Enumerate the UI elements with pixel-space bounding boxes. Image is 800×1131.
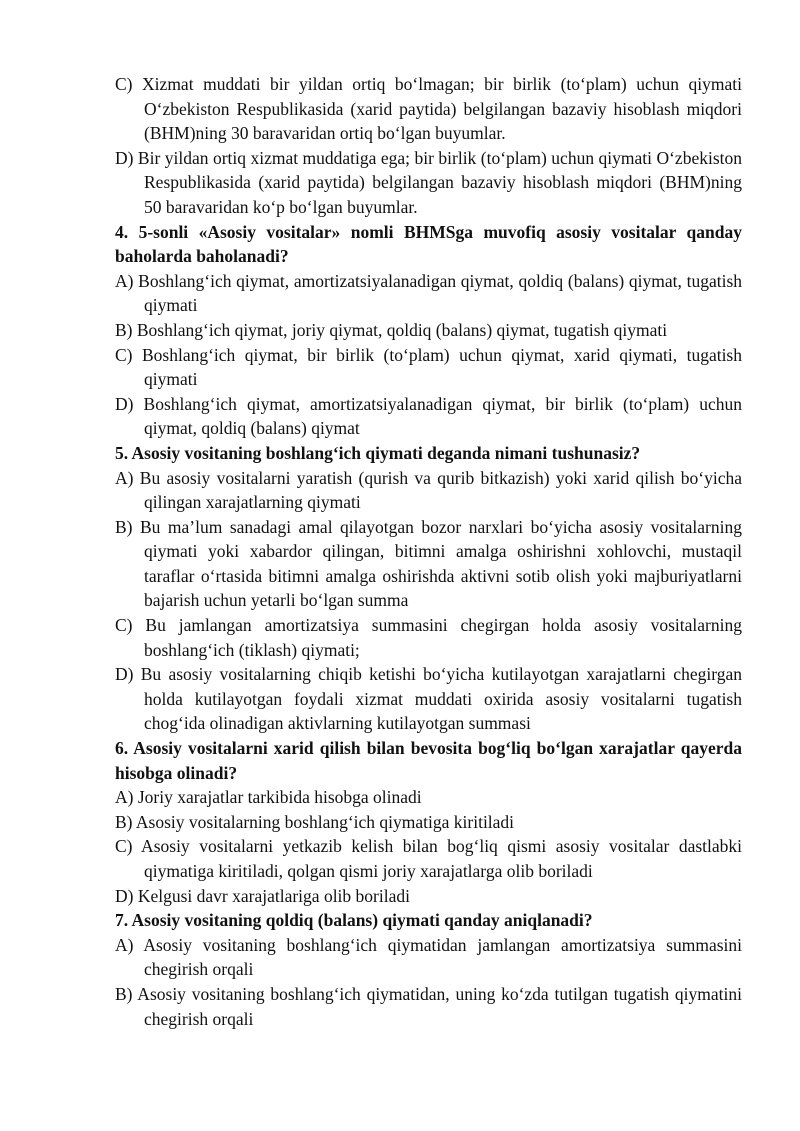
question-7: 7. Asosiy vositaning qoldiq (balans) qiymati qanday aniqlanadi?: [115, 910, 593, 931]
answer-option-6d: D) Kelgusi davr xarajatlariga olib boriladi: [115, 885, 410, 906]
answer-option-4b: B) Boshlang‘ich qiymat, joriy qiymat, qoldiq (balans) qiymat, tugatish qiymati: [115, 319, 668, 340]
answer-option-6b: B) Asosiy vositalarning boshlang‘ich qiymatiga kiritiladi: [115, 811, 515, 832]
question-4: 4. 5-sonli «Asosiy vositalar» nomli BHMSga muvofiq asosiy vositalar qanday baholarda baholanadi?: [115, 221, 742, 267]
answer-option-4d: D) Boshlang‘ich qiymat, amortizatsiyalanadigan qiymat, bir birlik (to‘plam) uchun qiymat, qoldiq (balans) qiymat: [115, 393, 742, 439]
answer-option-5d: D) Bu asosiy vositalarning chiqib ketishi bo‘yicha kutilayotgan xarajatlarni chegirgan holda kutilayotgan foydali xizmat muddati oxirida asosiy vositalarni tugatish chog‘ida olinadigan aktivlarning kutilayotgan summasi: [115, 664, 742, 734]
answer-option-3d: D) Bir yildan ortiq xizmat muddatiga ega; bir birlik (to‘plam) uchun qiymati O‘zbekiston Respublikasida (xarid paytida) belgilangan bazaviy hisoblash miqdori (BHM)ning 50 baravaridan ko‘p bo‘lgan buyumlar.: [115, 147, 742, 217]
answer-option-5c: C) Bu jamlangan amortizatsiya summasini chegirgan holda asosiy vositalarning boshlang‘ich (tiklash) qiymati;: [115, 615, 742, 660]
answer-option-3c: C) Xizmat muddati bir yildan ortiq bo‘lmagan; bir birlik (to‘plam) uchun qiymati O‘zbekiston Respublikasida (xarid paytida) belgilangan bazaviy hisoblash miqdori (BHM)ning 30 baravaridan ortiq bo‘lgan buyumlar.: [115, 74, 742, 144]
answer-option-6c: C) Asosiy vositalarni yetkazib kelish bilan bog‘liq qismi asosiy vositalar dastlabki qiymatiga kiritiladi, qolgan qismi joriy xarajatlarga olib boriladi: [115, 836, 742, 881]
question-6: 6. Asosiy vositalarni xarid qilish bilan bevosita bog‘liq bo‘lgan xarajatlar qayerda hisobga olinadi?: [115, 738, 742, 783]
answer-option-4c: C) Boshlang‘ich qiymat, bir birlik (to‘plam) uchun qiymat, xarid qiymati, tugatish qiymati: [115, 344, 742, 390]
answer-option-4a: A) Boshlang‘ich qiymat, amortizatsiyalanadigan qiymat, qoldiq (balans) qiymat, tugatish qiymati: [115, 270, 742, 316]
answer-option-7b: B) Asosiy vositaning boshlang‘ich qiymatidan, uning ko‘zda tutilgan tugatish qiymatini chegirish orqali: [115, 983, 742, 1029]
answer-option-5a: A) Bu asosiy vositalarni yaratish (qurish va qurib bitkazish) yoki xarid qilish bo‘yicha qilingan xarajatlarning qiymati: [115, 467, 742, 513]
question-5: 5. Asosiy vositaning boshlang‘ich qiymati deganda nimani tushunasiz?: [115, 442, 641, 463]
answer-option-7a: A) Asosiy vositaning boshlang‘ich qiymatidan jamlangan amortizatsiya summasini chegirish orqali: [115, 934, 742, 980]
answer-option-5b: B) Bu ma’lum sanadagi amal qilayotgan bozor narxlari bo‘yicha asosiy vositalarning qiymati yoki xabardor qilingan, bitimni amalga oshirishni xohlovchi, mustaqil taraflar o‘rtasida bitimni amalga oshirishda aktivni sotib olish yoki majburiyatlarni bajarish uchun yetarli bo‘lgan summa: [115, 516, 742, 611]
answer-option-6a: A) Joriy xarajatlar tarkibida hisobga olinadi: [115, 787, 422, 808]
